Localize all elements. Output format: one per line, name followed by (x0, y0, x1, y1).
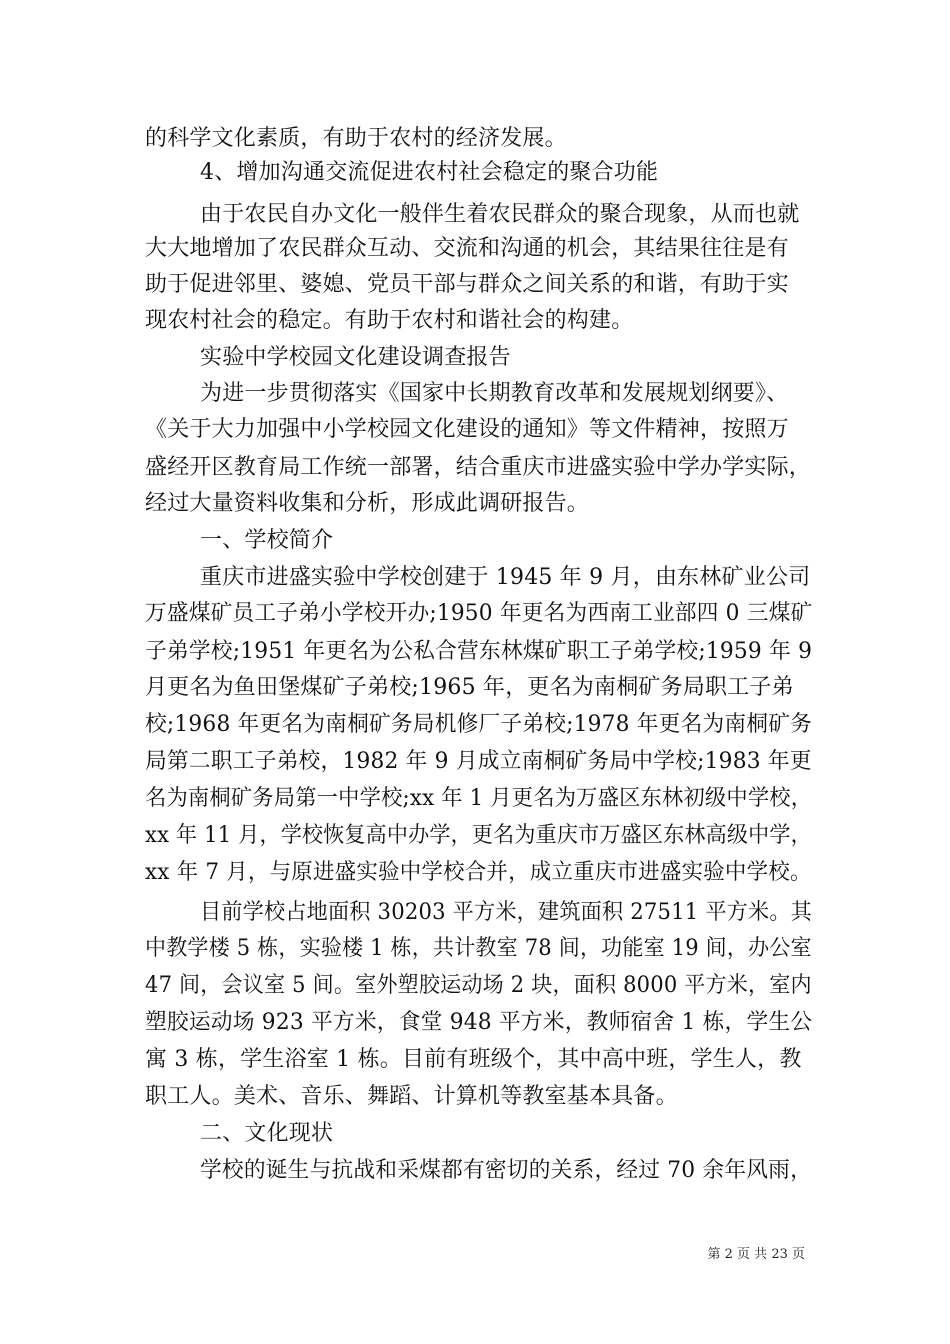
section-heading: 4、增加沟通交流促进农村社会稳定的聚合功能 (200, 160, 659, 185)
report-title: 实验中学校园文化建设调查报告 (200, 345, 511, 370)
text-line: 大大地增加了农民群众互动、交流和沟通的机会，其结果往往是有 (145, 236, 789, 261)
section-heading: 一、学校简介 (200, 528, 334, 553)
text-line: 名为南桐矿务局第一中学校;xx 年 1 月更名为万盛区东林初级中学校， (145, 786, 813, 811)
text-line: 为进一步贯彻落实《国家中长期教育改革和发展规划纲要》、 (200, 381, 789, 406)
text-line: 的科学文化素质，有助于农村的经济发展。 (145, 126, 567, 151)
text-line: 学校的诞生与抗战和采煤都有密切的关系，经过 70 余年风雨， (200, 1158, 812, 1183)
text-line: 47 间，会议室 5 间。室外塑胶运动场 2 块，面积 8000 平方米，室内 (145, 973, 812, 998)
text-line: 月更名为鱼田堡煤矿子弟校;1965 年，更名为南桐矿务局职工子弟 (145, 675, 794, 700)
text-line: 经过大量资料收集和分析，形成此调研报告。 (145, 491, 590, 516)
section-heading: 二、文化现状 (200, 1121, 334, 1146)
text-line: 中教学楼 5 栋，实验楼 1 栋，共计教室 78 间，功能室 19 间，办公室 (145, 936, 812, 961)
text-line: 校;1968 年更名为南桐矿务局机修厂子弟校;1978 年更名为南桐矿务 (145, 712, 813, 737)
text-line: 子弟学校;1951 年更名为公私合营东林煤矿职工子弟学校;1959 年 9 (145, 639, 813, 664)
text-line: 盛经开区教育局工作统一部署，结合重庆市进盛实验中学办学实际， (145, 455, 812, 480)
text-line: 目前学校占地面积 30203 平方米，建筑面积 27511 平方米。其 (200, 900, 812, 925)
text-line: 《关于大力加强中小学校园文化建设的通知》等文件精神，按照万 (145, 417, 789, 442)
text-line: 寓 3 栋，学生浴室 1 栋。目前有班级个，其中高中班，学生人，教 (145, 1047, 802, 1072)
text-line: 现农村社会的稳定。有助于农村和谐社会的构建。 (145, 308, 634, 333)
text-line: 由于农民自办文化一般伴生着农民群众的聚合现象，从而也就 (200, 202, 800, 227)
page-number-footer: 第 2 页 共 23 页 (707, 1247, 805, 1262)
text-line: 万盛煤矿员工子弟小学校开办;1950 年更名为西南工业部四 0 三煤矿 (145, 601, 813, 626)
text-line: xx 年 7 月，与原进盛实验中学校合并，成立重庆市进盛实验中学校。 (145, 860, 812, 885)
text-line: 塑胶运动场 923 平方米，食堂 948 平方米，教师宿舍 1 栋，学生公 (145, 1010, 813, 1035)
text-line: 局第二职工子弟校，1982 年 9 月成立南桐矿务局中学校;1983 年更 (145, 749, 812, 774)
text-line: 职工人。美术、音乐、舞蹈、计算机等教室基本具备。 (145, 1084, 678, 1109)
text-line: xx 年 11 月，学校恢复高中办学，更名为重庆市万盛区东林高级中学， (145, 823, 812, 848)
text-line: 重庆市进盛实验中学校创建于 1945 年 9 月，由东林矿业公司 (200, 565, 811, 590)
text-line: 助于促进邻里、婆媳、党员干部与群众之间关系的和谐，有助于实 (145, 272, 789, 297)
